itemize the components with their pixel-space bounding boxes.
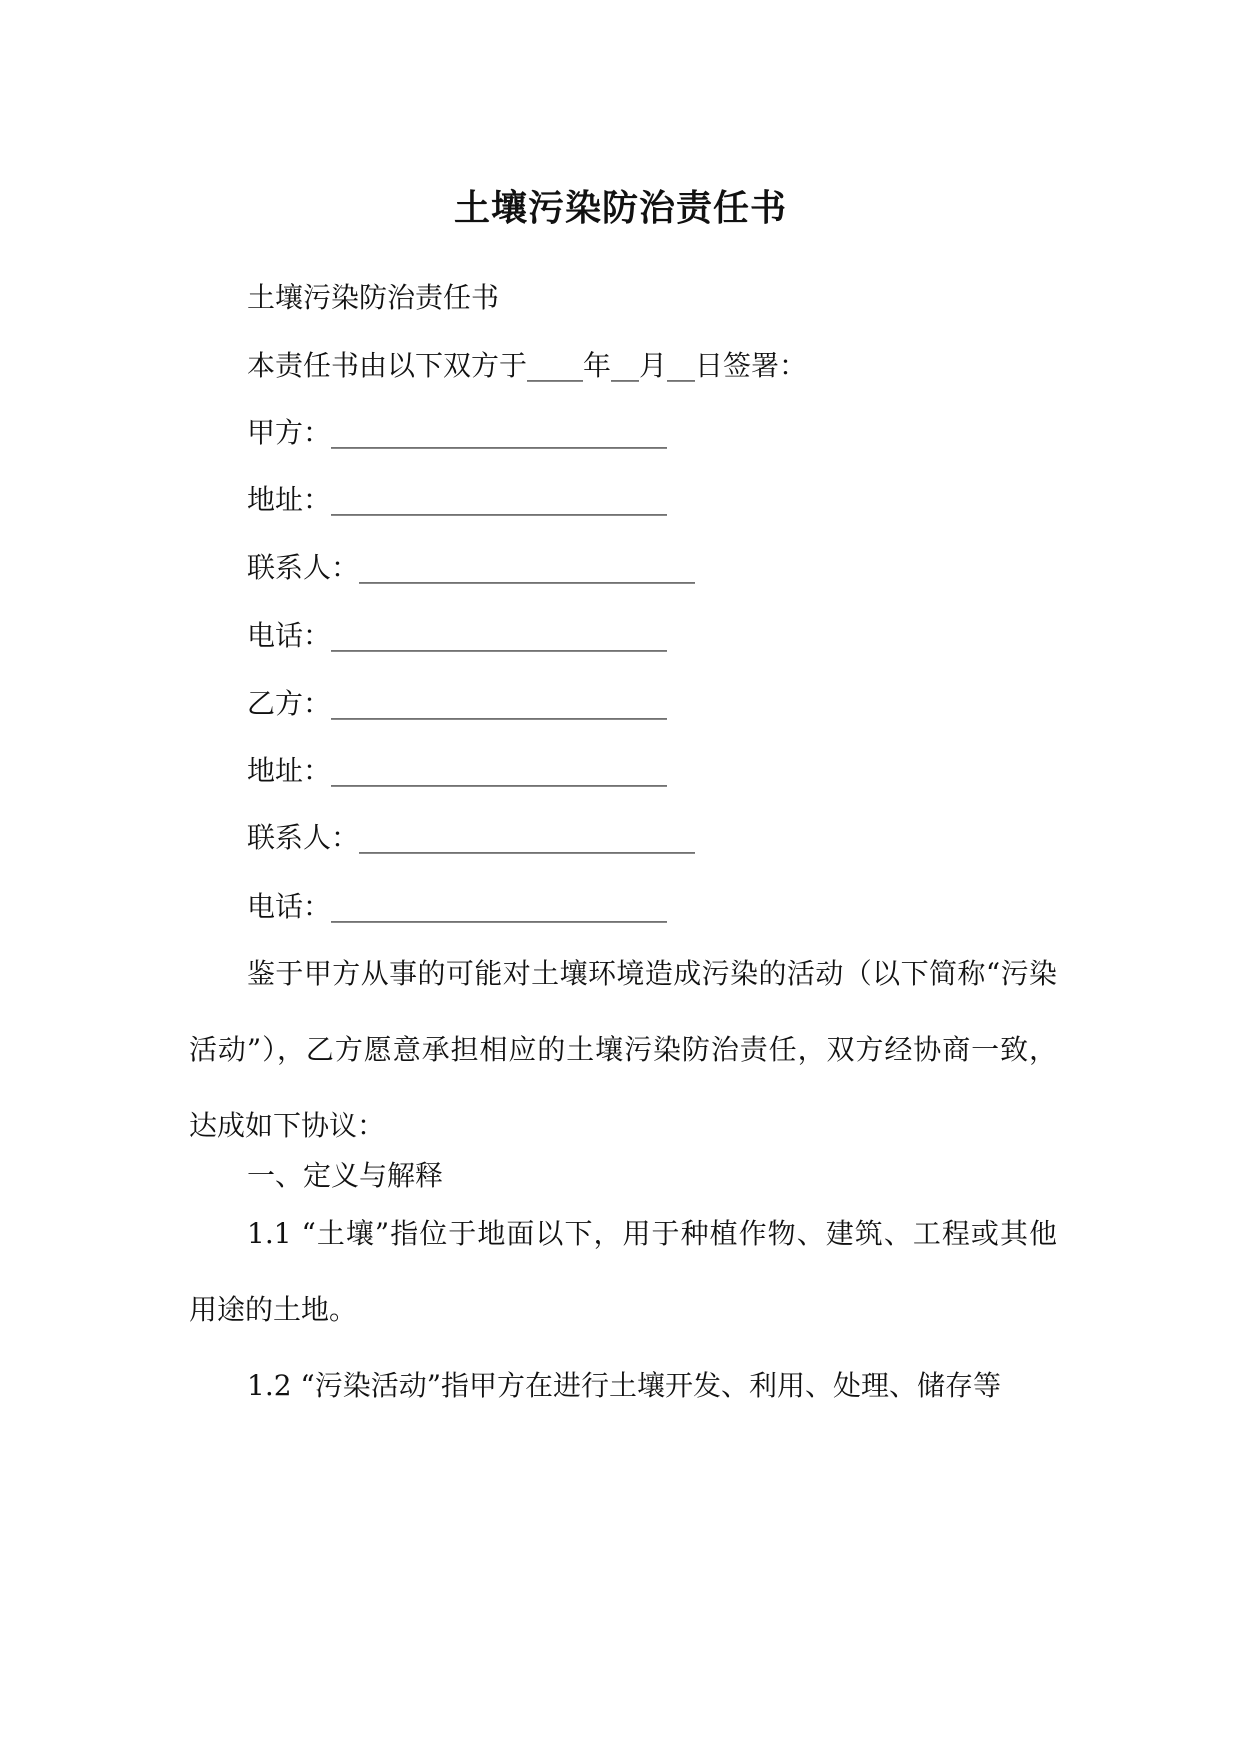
party-a-name-line: 甲方：________________________ bbox=[247, 416, 668, 449]
party-b-phone-line: 电话：________________________ bbox=[247, 890, 668, 923]
clause-1-1: 1.1 “土壤”指位于地面以下，用于种植作物、建筑、工程或其他用途的土地。 bbox=[189, 1217, 1057, 1326]
party-a-address-line: 地址：________________________ bbox=[247, 483, 668, 516]
party-b-contact-line: 联系人：________________________ bbox=[247, 821, 696, 854]
document-title: 土壤污染防治责任书 bbox=[453, 187, 787, 229]
party-b-address-line: 地址：________________________ bbox=[247, 754, 668, 787]
party-a-phone-line: 电话：________________________ bbox=[247, 619, 668, 652]
party-b-name-line: 乙方：________________________ bbox=[247, 687, 668, 720]
signing-date-line: 本责任书由以下双方于____年__月__日签署： bbox=[247, 349, 808, 382]
clause-1-2: 1.2 “污染活动”指甲方在进行土壤开发、利用、处理、储存等 bbox=[247, 1369, 1002, 1402]
party-a-contact-line: 联系人：________________________ bbox=[247, 551, 696, 584]
document-subtitle: 土壤污染防治责任书 bbox=[247, 281, 500, 314]
preamble-paragraph: 鉴于甲方从事的可能对土壤环境造成污染的活动（以下简称“污染活动”），乙方愿意承担相应的土壤污染防治责任，双方经协商一致，达成如下协议： bbox=[189, 957, 1057, 1142]
section-1-heading: 一、定义与解释 bbox=[247, 1159, 444, 1192]
